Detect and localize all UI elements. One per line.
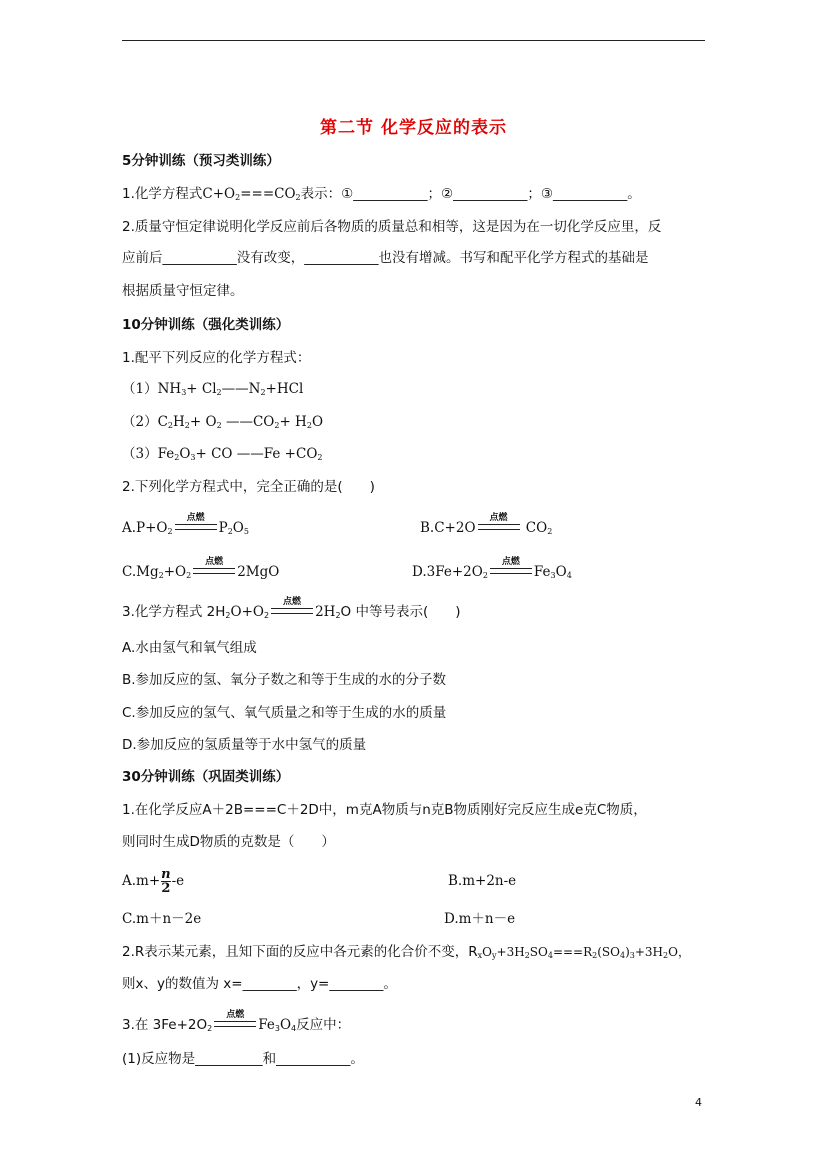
question-1-2-line1: 2.质量守恒定律说明化学反应前后各物质的质量总和相等，这是因为在一切化学反应里，反: [122, 219, 662, 235]
fraction-n-over-2: $\frac{n}{2}$: [161, 867, 171, 896]
question-3-1-line2: 则同时生成D物质的克数是（ ）: [122, 834, 335, 850]
section-heading-30min: 30分钟训练（巩固类训练）: [122, 769, 290, 785]
question-3-2-line1: 2.R表示某元素，且知下面的反应中各元素的化合价不变，$R_xO_y+3H_2SO_4===R_2(SO_4)_3+3H_2O$，: [122, 944, 690, 960]
option-2-3-B: B.参加反应的氢、氧分子数之和等于生成的水的分子数: [122, 672, 447, 688]
section-heading-5min: 5分钟训练（预习类训练）: [122, 153, 280, 169]
question-3-1-line1: 1.在化学反应A＋2B===C＋2D中，m克A物质与n克B物质刚好完反应生成e克C物质，: [122, 802, 647, 818]
option-2-2-B: B.C+2O 点燃 $CO_2$: [420, 513, 553, 536]
equation-2-1-3: $(3)Fe_2O_3+$ CO ——Fe $+CO_2$: [122, 446, 323, 462]
option-2-2-D: $D.3Fe+2O_2$ 点燃 $Fe_3O_4$: [412, 557, 572, 580]
question-3-2-line2: 则x、y的数值为 x=________，y=________。: [122, 976, 397, 992]
option-2-3-D: D.参加反应的氢质量等于水中氢气的质量: [122, 737, 367, 753]
question-2-3: 3.化学方程式 $2H_2O+O_2$ 点燃 $2H_2O$ 中等号表示( ): [122, 597, 461, 620]
question-1-1: 1.化学方程式$C+O_2===CO_2$表示：①___________；②___________；③___________。: [122, 186, 641, 202]
question-1-2-line2: 应前后___________没有改变，___________也没有增减。书写和配平化学方程式的基础是: [122, 250, 649, 266]
option-3-1-B: B.m+2n-e: [448, 873, 517, 889]
header-rule: [122, 40, 705, 41]
question-2-2: 2.下列化学方程式中，完全正确的是( ): [122, 479, 375, 495]
option-2-2-A: $A.P+O_2$ 点燃 $P_2O_5$: [122, 513, 249, 536]
option-2-3-C: C.参加反应的氢气、氧气质量之和等于生成的水的质量: [122, 705, 447, 721]
question-3-3: 3.在 $3Fe+2O_2$ 点燃 $Fe_3O_4$反应中：: [122, 1010, 351, 1033]
page-number: 4: [695, 1096, 702, 1109]
page-title: 第二节 化学反应的表示: [320, 118, 507, 138]
equation-2-1-2: $(2)C_2H_2+ O_2$ $——CO_2+ H_2O$: [122, 414, 324, 430]
option-3-1-C: C.m＋n－2e: [122, 911, 202, 927]
section-heading-10min: 10分钟训练（强化类训练）: [122, 317, 290, 333]
option-3-1-D: D.m＋n－e: [444, 911, 516, 927]
option-3-1-A: A.m+ $\frac{n}{2}$ -e: [122, 867, 185, 896]
question-2-1: 1.配平下列反应的化学方程式：: [122, 350, 311, 366]
option-2-3-A: A.水由氢气和氧气组成: [122, 640, 257, 656]
question-1-2-line3: 根据质量守恒定律。: [122, 283, 244, 299]
equation-2-1-1: $(1)NH_3+$ $Cl_2——N_2+HCl$: [122, 381, 304, 397]
question-3-3-1: (1)反应物是__________和___________。: [122, 1051, 364, 1067]
option-2-2-C: $C.Mg_2+O_2$ 点燃 2MgO: [122, 557, 280, 580]
